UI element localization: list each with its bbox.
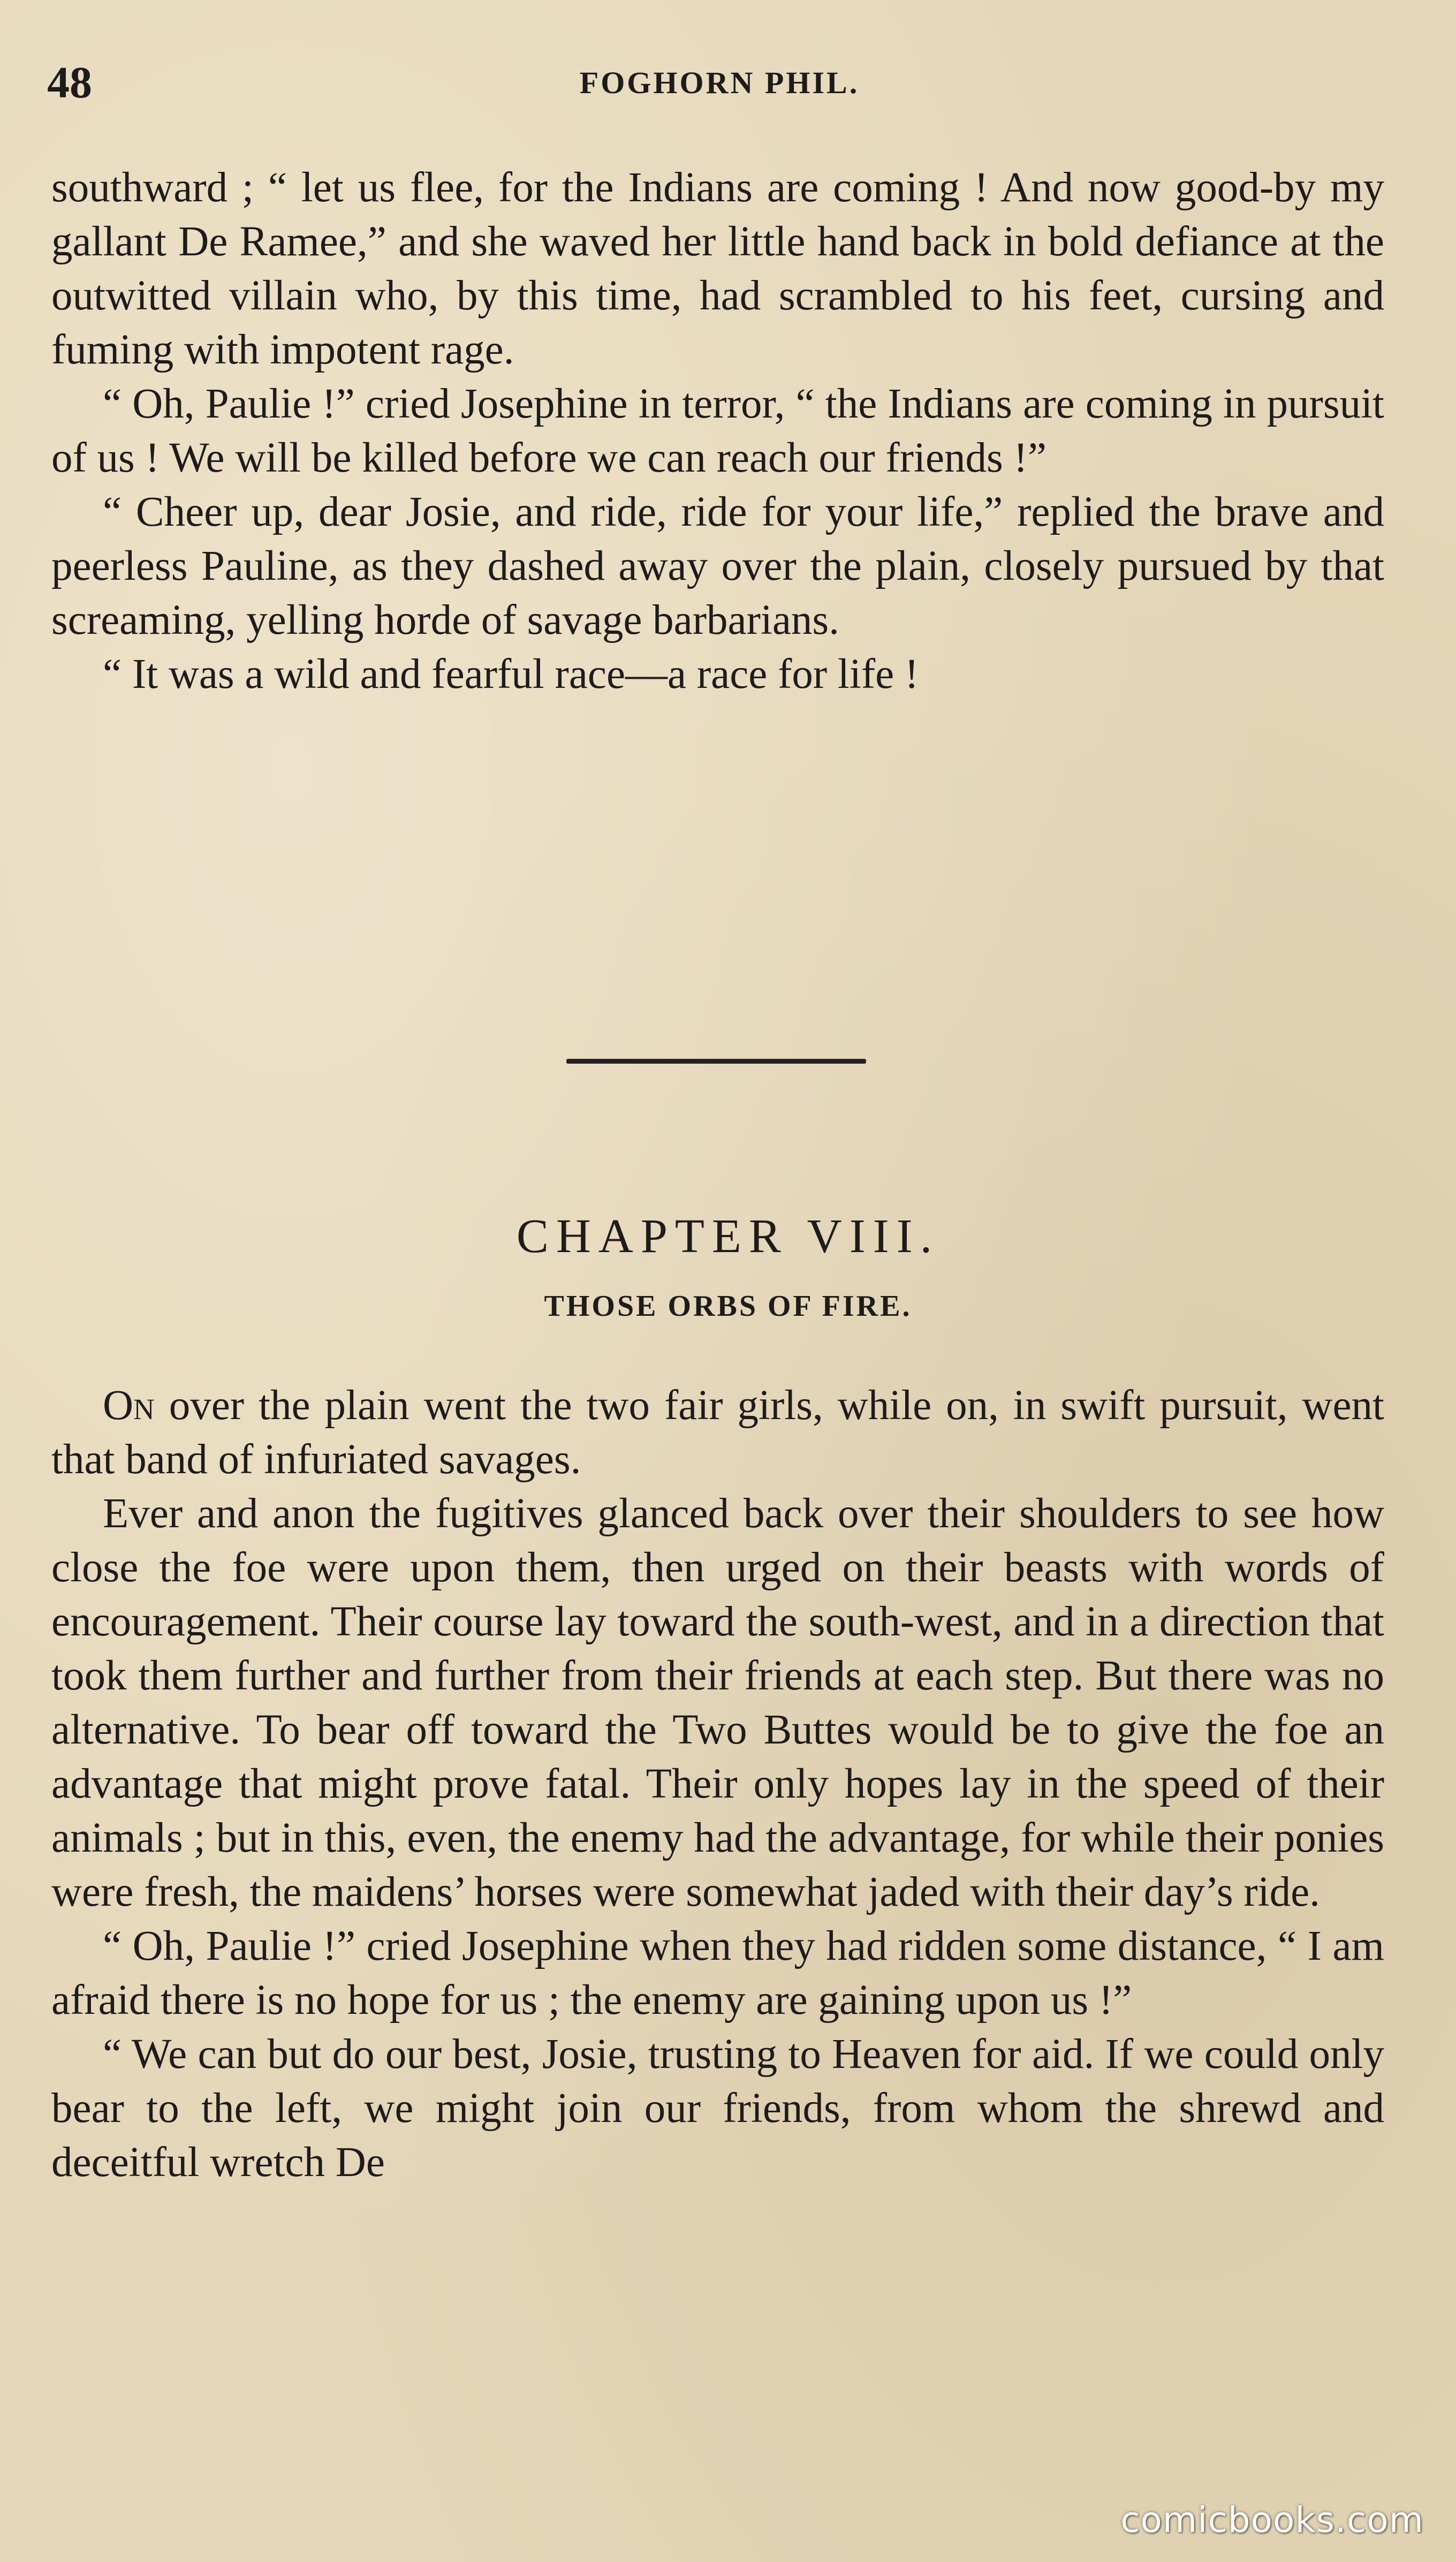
- paragraph: Ever and anon the fugitives glanced back over their shoulders to see how close the foe were upon them, then urged on their beasts with words of encouragement. Their course lay toward the south-west, and in a direction that took them further and further from their friends at each step. But there was no alternative. To bear off toward the Two Buttes would be to give the foe an advantage that might prove fatal. Their only hopes lay in the speed of their animals ; but in this, even, the enemy had the advantage, for while their ponies were fresh, the maidens’ horses were somewhat jaded with their day’s ride.: [51, 1490, 1384, 1915]
- paragraph-opening: [51, 1378, 1384, 1487]
- paragraph: southward ; “ let us flee, for the Indians are coming ! And now good-by my gallant De Ramee,” and she waved her little hand back in bold defiance at the outwitted villain who, by this time, had scrambled to his feet, cursing and fuming with impotent rage.: [51, 164, 1384, 373]
- paragraph: “ We can but do our best, Josie, trusting to Heaven for aid. If we could only bear to the left, we might join our friends, from whom the shrewd and deceitful wretch De: [51, 2031, 1384, 2186]
- chapter-subtitle: THOSE ORBS OF FIRE.: [544, 1290, 912, 1323]
- page-header: [47, 54, 1392, 112]
- page-number: 48: [47, 58, 92, 108]
- text-block-before-chapter: [51, 161, 1384, 701]
- text-block-chapter-body: [51, 1378, 1384, 2189]
- running-head: FOGHORN PHIL.: [579, 65, 860, 100]
- paragraph: “ Oh, Paulie !” cried Josephine in terror, “ the Indians are coming in pursuit of us ! We will be killed before we can reach our friends !”: [51, 381, 1384, 481]
- paragraph: “ Cheer up, dear Josie, and ride, ride for your life,” replied the brave and peerless Pauline, as they dashed away over the plain, closely pursued by that screaming, yelling horde of savage barbarians.: [51, 489, 1384, 643]
- chapter-title: CHAPTER VIII.: [516, 1210, 940, 1263]
- paragraph: “ It was a wild and fearful race—a race for life !: [103, 651, 919, 698]
- watermark: comicbooks.com: [1120, 2499, 1424, 2541]
- section-divider: [566, 1059, 866, 1064]
- opening-word: On: [103, 1382, 155, 1429]
- opening-text: over the plain went the two fair girls, while on, in swift pursuit, went that band of infuriated savages.: [51, 1382, 1384, 1483]
- paragraph: “ Oh, Paulie !” cried Josephine when they had ridden some distance, “ I am afraid there is no hope for us ; the enemy are gaining upon us !”: [51, 1923, 1384, 2023]
